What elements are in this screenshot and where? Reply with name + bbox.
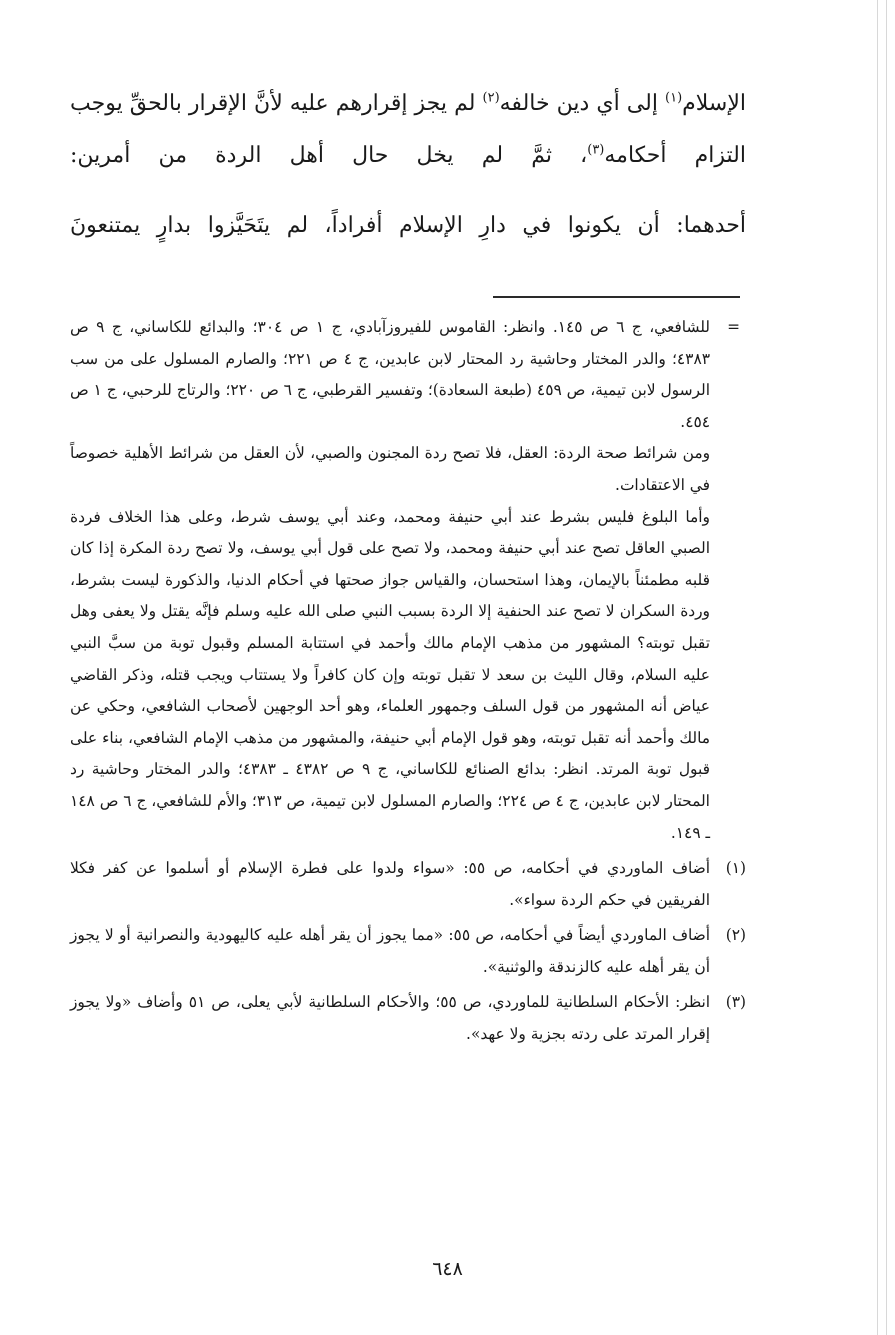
footnote-paragraph: للشافعي، ج ٦ ص ١٤٥. وانظر: القاموس للفيروزآبادي، ج ١ ص ٣٠٤؛ والبدائع للكاساني، ج ٩ ص ٤٣٨٣؛ والدر المختار وحاشية رد المحتار لابن عابدين، ج ٤ ص ٢٢١؛ والصارم المسلول على من سب الرسول لابن تيمية، ص ٤٥٩ (طبعة السعادة)؛ وتفسير القرطبي، ج ٦ ص ٢٢٠؛ والرتاج للرحبي، ج ١ ص ٤٥٤. [70, 318, 710, 431]
footnote-ref-3: (٣) [587, 142, 605, 158]
footnote-2 [70, 920, 746, 983]
main-paragraph [70, 78, 746, 182]
text-run: ، ثمَّ لم يخل حال أهل الردة من أمرين: [70, 143, 588, 168]
page-number: ٦٤٨ [432, 1258, 463, 1280]
footnote-separator [493, 296, 740, 298]
footnote-3 [70, 987, 746, 1050]
footnote-paragraph: ومن شرائط صحة الردة: العقل، فلا تصح ردة المجنون والصبي، لأن العقل من شرائط الأهلية خصوصاً في الاعتقادات. [70, 444, 710, 494]
text-run: لم يجز إقرارهم عليه لأنَّ الإقرار بالحقِّ يوجب التزام أحكامه [70, 91, 746, 168]
footnote-paragraph: وأما البلوغ فليس بشرط عند أبي حنيفة ومحمد، وعند أبي يوسف شرط، وعلى هذا الخلاف فردة الصبي العاقل تصح عند أبي حنيفة ومحمد، ولا تصح على قول أبي يوسف، ولا تصح ردة المكرة إذا كان قلبه مطمئناً بالإيمان، وهذا استحسان، والقياس جواز صحتها في أحكام الدنيا، والذكورة ليست بشرط، وردة السكران لا تصح عند الحنفية إلا الردة بسبب النبي صلى الله عليه وسلم فإنَّه يقتل ولا يعفى وهل تقبل توبته؟ المشهور من مذهب الإمام مالك وأحمد في استتابة المسلم وقبول توبة من سبَّ النبي عليه السلام، وقال الليث بن سعد لا تقبل توبته وإن كان كافراً ولا يستتاب ويجب قتله، وذكر القاضي عياض أنه المشهور من قول السلف وجمهور العلماء، وهو أحد الوجهين لأصحاب الشافعي، وحكي عن مالك وأحمد أنه تقبل توبته، وهو قول الإمام أبي حنيفة، والمشهور من مذهب الإمام الشافعي، بناء على قبول توبة المرتد. انظر: بدائع الصنائع للكاساني، ج ٩ ص ٤٣٨٢ ـ ٤٣٨٣؛ والدر المختار وحاشية رد المحتار لابن عابدين، ج ٤ ص ٢٢٤؛ والصارم المسلول لابن تيمية، ص ٣١٣؛ والأم للشافعي، ج ٦ ص ١٤٨ ـ ١٤٩. [70, 507, 710, 842]
footnote-1 [70, 853, 746, 916]
footnote-ref-2: (٢) [482, 90, 500, 106]
footnote-number: (١) [725, 859, 746, 878]
footnote-number: (٣) [725, 993, 746, 1012]
continuation-mark: = [727, 318, 740, 336]
text-run: الإسلام [682, 91, 746, 116]
main-paragraph-2: أحدهما: أن يكونوا في دارِ الإسلام أفراداً، لم يتَحَيَّزوا بدارٍ يمتنعونَ [70, 213, 746, 238]
text-run: إلى أي دين خالفه [499, 91, 666, 116]
footnote-text: أضاف الماوردي أيضاً في أحكامه، ص ٥٥: «مما يجوز أن يقر أهله عليه كاليهودية والنصرانية أو لا يجوز أن يقر أهله عليه كالزندقة والوثنية». [70, 926, 710, 976]
footnote-text: انظر: الأحكام السلطانية للماوردي، ص ٥٥؛ والأحكام السلطانية لأبي يعلى، ص ٥١ وأضاف «ولا يجوز إقرار المرتد على ردته بجزية ولا عهد». [70, 993, 711, 1044]
page-edge-shadow [877, 0, 878, 1335]
page-edge-shadow [886, 0, 887, 1335]
footnote-ref-1: (١) [665, 90, 683, 106]
footnote-text: أضاف الماوردي في أحكامه، ص ٥٥: «سواء ولدوا على فطرة الإسلام أو أسلموا عن كفر فكلا الفريقين في حكم الردة سواء». [70, 859, 710, 909]
footnotes [70, 312, 746, 1055]
footnote-continuation [70, 312, 746, 849]
main-text [70, 78, 746, 252]
footnote-number: (٢) [725, 926, 746, 945]
